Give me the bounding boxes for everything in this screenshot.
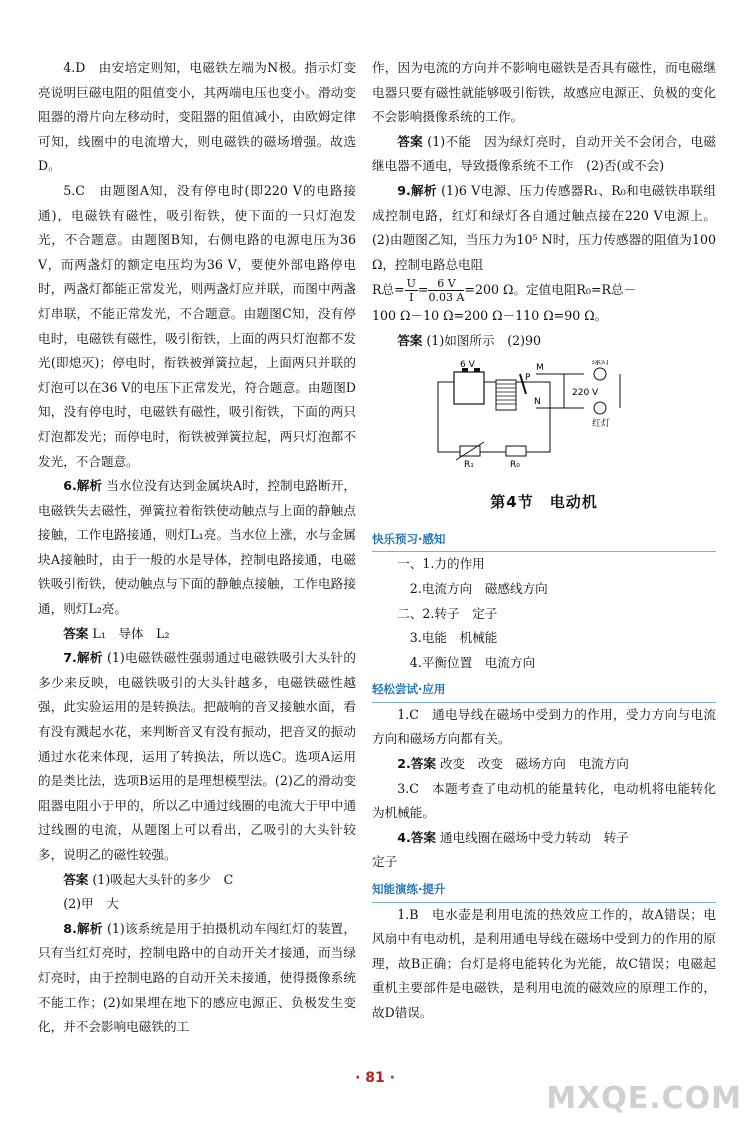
answer-7-key-2: (2)甲 大 [63,896,119,912]
analysis-label: 8.解析 [63,920,103,936]
answer-6 [38,474,356,622]
mains-label: 220 V [572,387,599,398]
section-band-try: 轻松尝试·应用 [372,677,716,703]
analysis-text: 当水位没有达到金属块A时，控制电路断开，电磁铁失去磁性，弹簧拉着衔铁使动触点与上面的静触点接触，工作电路接通，则灯L₁亮。当水位上涨，水与金属块A接触时，由于一般的水是导体，控制电路接通，电磁铁吸引衔铁，使动触点与下面的静触点接触，工作电路接通，则灯L₂亮。 [38,478,356,617]
try-answer-2 [372,752,716,777]
try-answer-4-cont: 定子 [372,854,398,870]
try-answer-4 [372,826,716,851]
answer-9-key [372,329,716,354]
analysis-label: 7.解析 [63,650,103,666]
contact-m-label: M [536,362,544,373]
resistor-r0 [506,446,526,456]
resistor-r1-label: R₁ [464,459,474,468]
section-band-preview: 快乐预习·感知 [372,527,716,553]
formula-equals: = [417,282,429,298]
green-lamp-label: 绿灯 [592,359,611,367]
section-title: 第4节 电动机 [490,493,598,512]
contact-n-label: N [534,396,541,407]
answer-label: 4.答案 [397,829,436,845]
answer-label: 2.答案 [397,756,436,772]
formula-lhs: R总= [372,282,405,298]
analysis-text: (1)该系统是用于拍摄机动车闯红灯的装置，只有当红灯亮时，控制电路中的自动开关才接通，而当绿灯亮时，由于控制电路的自动开关未接通，使得摄像系统不能工作；(2)如果埋在地下的感应电源正、负极发生变化，并不会影响电磁铁的工 [38,920,356,1035]
page-number: · 81 · [355,1070,395,1086]
formula-rest: =200 Ω。定值电阻R₀=R总－ [464,282,637,298]
preview-item: 2.电流方向 磁感线方向 [409,580,548,596]
right-column [372,56,716,1026]
left-column [38,56,356,1040]
fraction-numerator: 6 V [428,277,464,291]
preview-item: 4.平衡位置 电流方向 [409,654,536,670]
red-lamp [594,402,606,414]
answer-text: (1)吸起大头针的多少 C [92,871,234,887]
battery-box [454,372,484,404]
circuit-diagram [424,360,624,468]
analysis-label: 6.解析 [63,478,103,494]
analysis-text: (1)电磁铁磁性强弱通过电磁铁吸引大头针的多少来反映，电磁铁吸引的大头针越多，电磁铁磁性越强，此实验运用的是转换法。把敲响的音叉接触水面，看有没有溅起水花，来判断音叉有没有振动，把音叉的振动通过水花来体现，运用了转换法，所以选C。选项A运用的是类比法，选项B运用的是理想模型法。(2)乙的滑动变阻器电阻小于甲的，所以乙中通过线圈的电流大于甲中通过线圈的电流，从题图上可以看出，乙吸引的大头针较多，说明乙的磁性较强。 [38,650,356,862]
answer-4: 4.D 由安培定则知，电磁铁左端为N极。指示灯变亮说明巨磁电阻的阻值变小，其两端电压也变小。滑动变阻器的滑片向左移动时，变阻器的阻值减小，由欧姆定律可知，线圈中的电流增大，则电磁铁的磁场增强。故选D。 [38,60,356,174]
formula-line [372,277,716,304]
answer-text: (1)如图所示 (2)90 [426,332,542,348]
contact-p-label: P [525,372,531,383]
resistor-r0-label: R₀ [510,459,520,468]
fraction-numerator: U [406,277,416,291]
try-answer-1: 1.C 通电导线在磁场中受到力的作用，受力方向与电流方向和磁场方向都有关。 [372,706,716,747]
answer-8-key [372,130,716,179]
section-band-practice: 知能演练·提升 [372,877,716,903]
formula-line-2: 100 Ω－10 Ω=200 Ω－110 Ω=90 Ω。 [372,308,608,324]
preview-item: 3.电能 机械能 [409,630,498,646]
answer-8-continued: 作，因为电流的方向并不影响电磁铁是否具有磁性，而电磁继电器只要有磁性就能够吸引衔铁，故感应电源正、负极的变化不会影响摄像系统的工作。 [372,60,716,125]
fraction-denominator: 0.03 A [428,291,465,305]
fraction-u-over-i [405,277,418,304]
green-lamp [594,368,606,380]
watermark: MXQE.COM [546,1081,742,1116]
answer-9 [372,179,716,277]
red-lamp-label: 红灯 [592,418,611,429]
answer-text: 改变 改变 磁场方向 电流方向 [439,756,629,772]
analysis-text: (1)6 V电源、压力传感器R₁、R₀和电磁铁串联组成控制电路，红灯和绿灯各自通过触点接在220 V电源上。(2)由题图乙知，当压力为10⁵ N时，压力传感器的阻值为100 Ω，控制电路总电阻 [372,182,716,272]
answer-label: 答案 [63,871,89,887]
answer-label: 答案 [397,133,423,149]
electromagnet [496,380,516,410]
answer-8 [38,917,356,1040]
battery-label: 6 V [460,359,475,370]
answer-5: 5.C 由题图A知，没有停电时(即220 V的电路接通)，电磁铁有磁性，吸引衔铁，使下面的一只灯泡发光，不合题意。由题图B知，右侧电路的电源电压为36 V，而两盏灯的额定电压均为36 V，要使外部电路停电时，两盏灯都能正常发光，则两盏灯应并联，而图中两盏灯串联，不能正常发光，不合题意。由题图C知，没有停电时，电磁铁有磁性，吸引衔铁，上面的两只灯泡都不发光(即熄灭)；停电时，衔铁被弹簧拉起，上面两只并联的灯泡可以在36 V的电压下正常发光，符合题意。由题图D知，没有停电时，电磁铁有磁性，吸引衔铁，下面的两只灯泡都发光；而停电时，衔铁被弹簧拉起，两只灯泡都不发光，不合题意。 [38,182,356,469]
answer-7-key [38,868,356,893]
answer-6-key [38,622,356,647]
preview-item: 一、1.力的作用 [397,556,485,572]
answer-label: 答案 [397,332,423,348]
fraction-values [428,277,464,304]
answer-text: L₁ 导体 L₂ [92,625,170,641]
preview-item: 二、2.转子 定子 [397,605,498,621]
practice-answer-1: 1.B 电水壶是利用电流的热效应工作的，故A错误；电风扇中有电动机，是利用通电导线在磁场中受到力的作用的原理，故B正确；台灯是将电能转化为光能，故C错误；电磁起重机主要部件是电磁铁，是利用电流的磁效应的原理工作的，故D错误。 [372,906,716,1020]
answer-text: 通电线圈在磁场中受力转动 转子 [439,829,629,845]
try-answer-3: 3.C 本题考查了电动机的能量转化，电动机将电能转化为机械能。 [372,780,716,821]
fraction-denominator: I [409,291,414,305]
answer-text: (1)不能 因为绿灯亮时，自动开关不会闭合，电磁继电器不通电，导致摄像系统不工作 (2)否(或不会) [372,133,716,174]
analysis-label: 9.解析 [397,182,437,198]
answer-7 [38,646,356,867]
battery-terminal [474,368,480,372]
answer-label: 答案 [63,625,89,641]
